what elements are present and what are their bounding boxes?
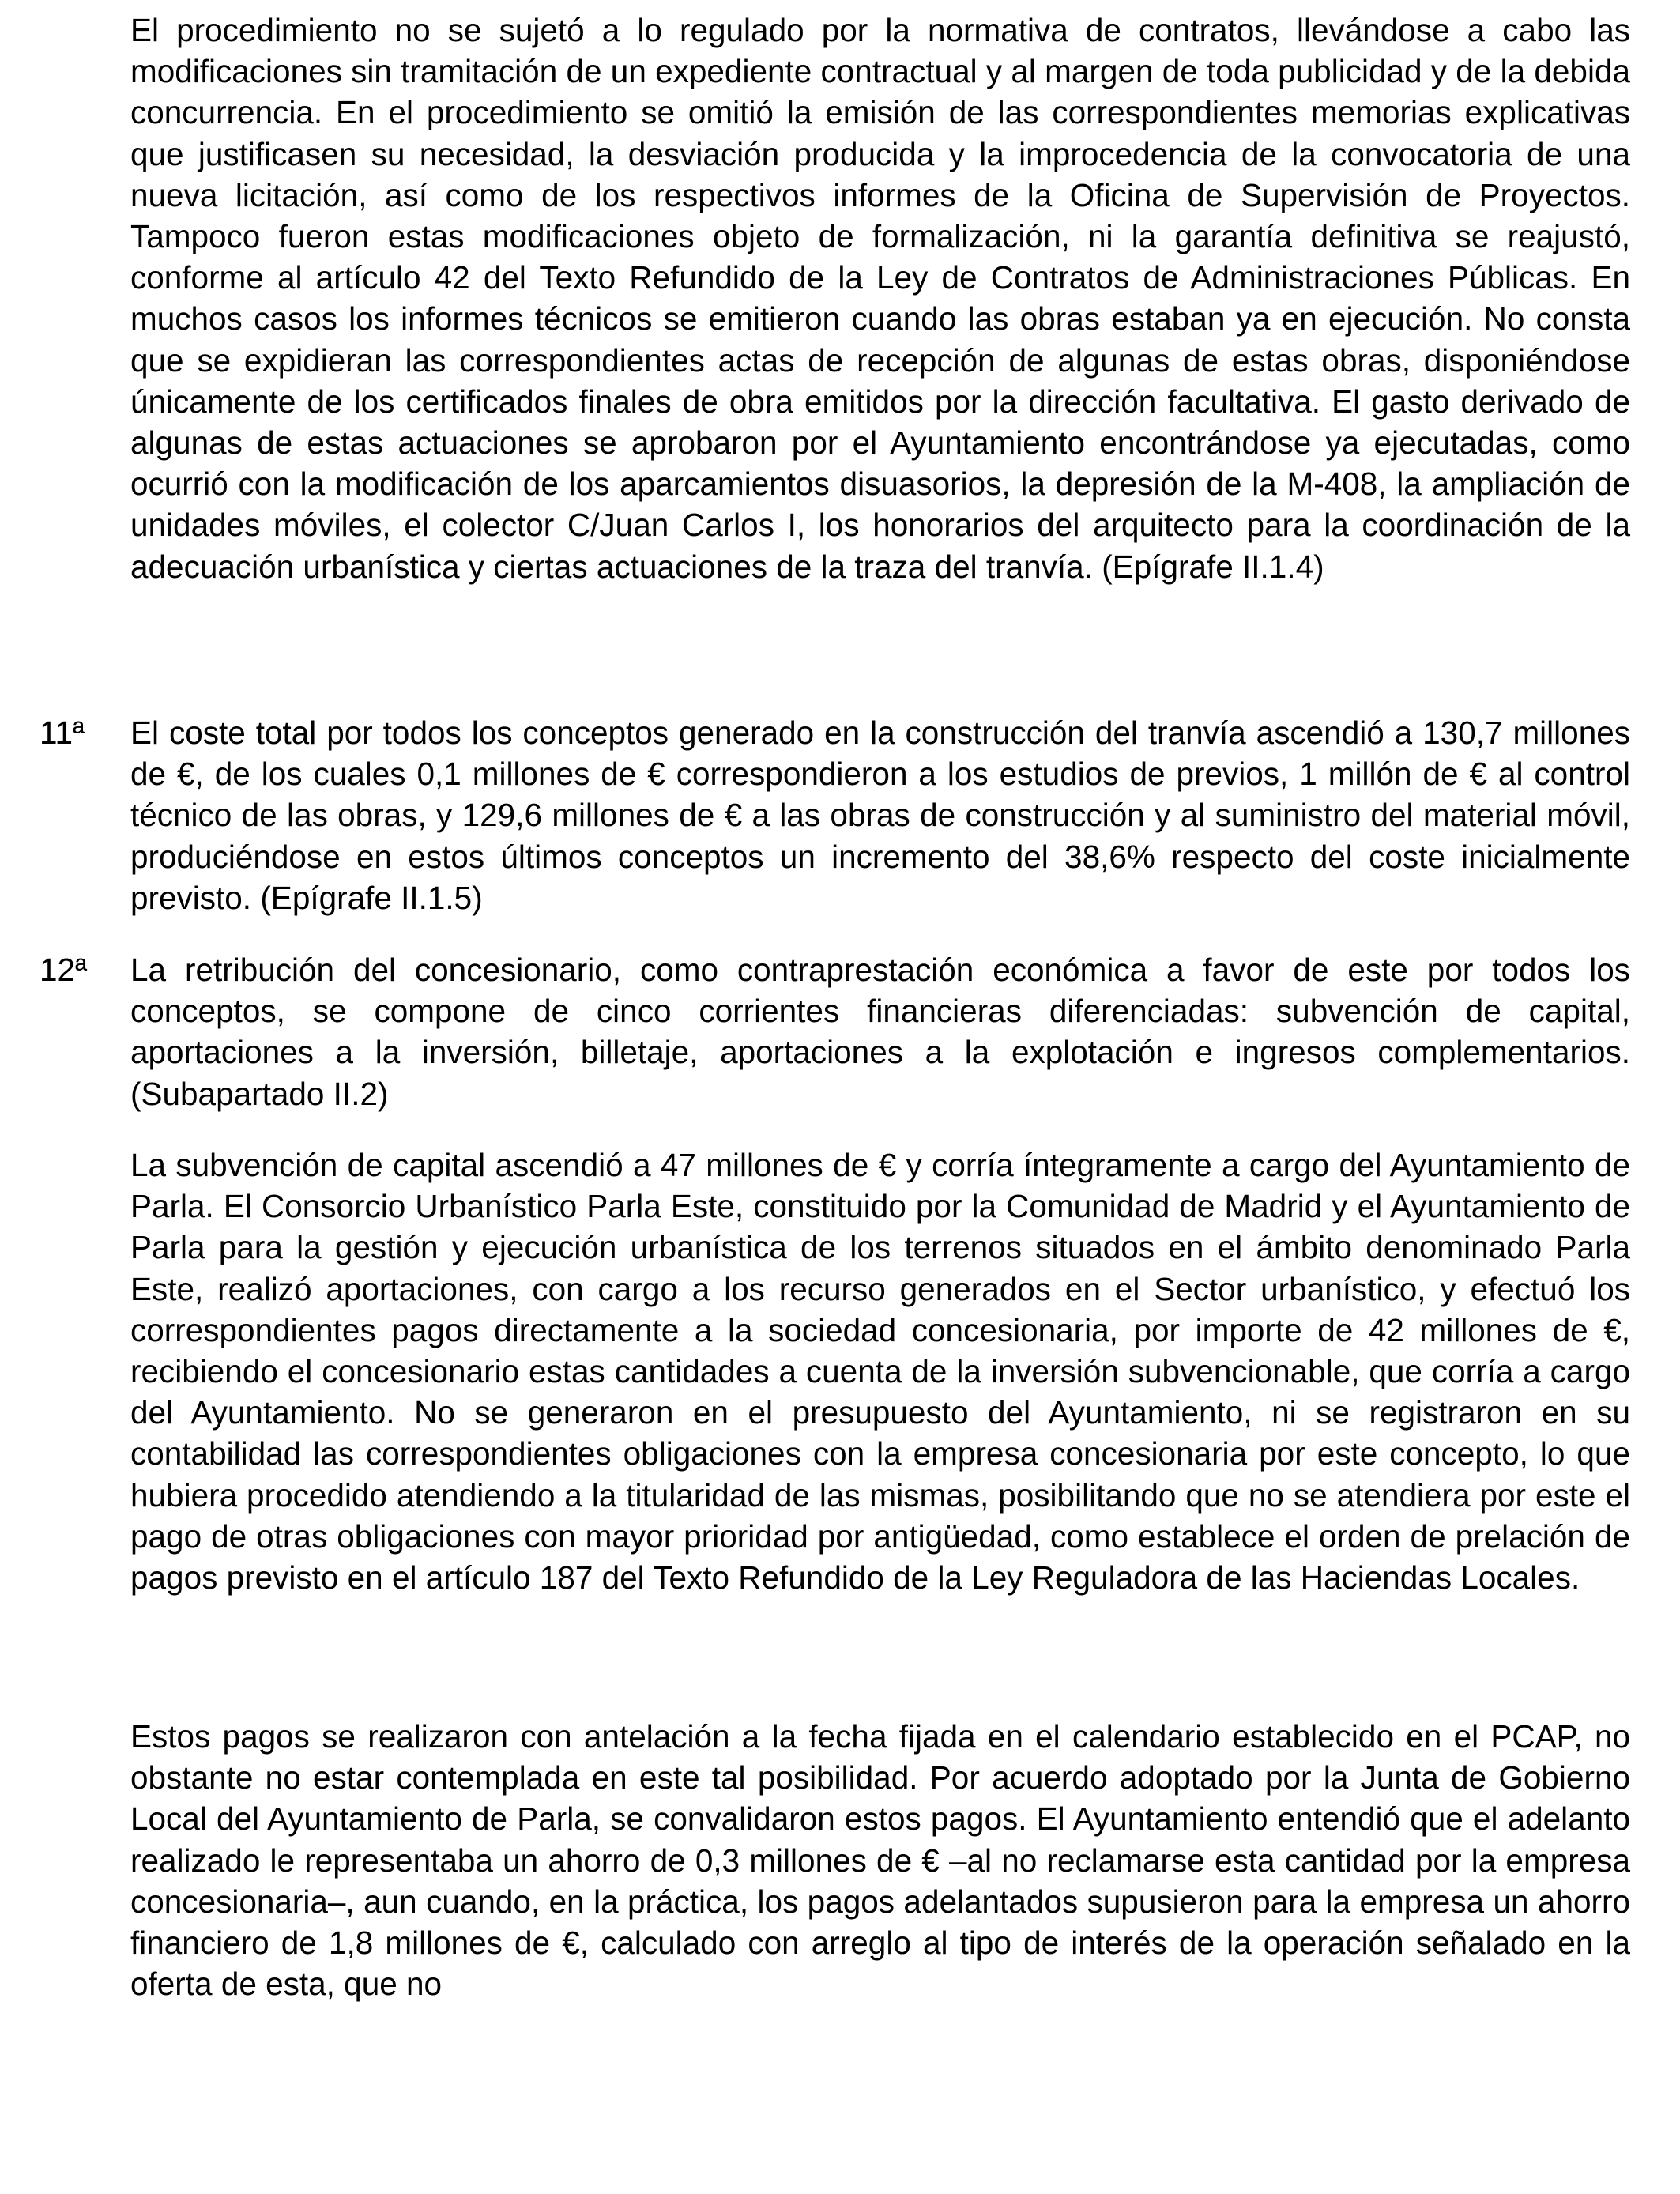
paragraph-pagos-antelacion: Estos pagos se realizaron con antelación a la fecha fijada en el calendario establecido en el PCAP, no obstante no estar contemplada en este tal posibilidad. Por acuerdo adoptado por la Junta de Gobierno Local del Ayuntamiento de Parla, se convalidaron estos pagos. El Ayuntamiento entendió que el adelanto realizado le representaba un ahorro de 0,3 millones de € –al no reclamarse esta cantidad por la empresa concesionaria–, aun cuando, en la práctica, los pagos adelantados supusieron para la empresa un ahorro financiero de 1,8 millones de €, calculado con arreglo al tipo de interés de la operación señalado en la oferta de esta, que no	[130, 1718, 1630, 2003]
paragraph-subvencion-capital: La subvención de capital ascendió a 47 millones de € y corría íntegramente a cargo del Ayuntamiento de Parla. El Consorcio Urbanístico Parla Este, constituido por la Comunidad de Madrid y el Ayuntamiento de Parla para la gestión y ejecución urbanística de los terrenos situados en el ámbito denominado Parla Este, realizó aportaciones, con cargo a los recurso generados en el Sector urbanístico, y efectuó los correspondientes pagos directamente a la sociedad concesionaria, por importe de 42 millones de €, recibiendo el concesionario estas cantidades a cuenta de la inversión subvencionable, que corría a cargo del Ayuntamiento. No se generaron en el presupuesto del Ayuntamiento, ni se registraron en su contabilidad las correspondientes obligaciones con la empresa concesionaria por este concepto, lo que hubiera procedido atendiendo a la titularidad de las mismas, posibilitando que no se atendiera por este el pago de otras obligaciones con mayor prioridad por antigüedad, como establece el orden de prelación de pagos previsto en el artículo 187 del Texto Refundido de la Ley Reguladora de las Haciendas Locales.	[130, 1147, 1630, 1596]
conclusion-number-11: 11ª	[40, 714, 85, 751]
paragraph-procedimiento: El procedimiento no se sujetó a lo regulado por la normativa de contratos, llevándose a cabo las modificaciones sin tramitación de un expediente contractual y al margen de toda publicidad y de la debida concurrencia. En el procedimiento se omitió la emisión de las correspondientes memorias explicativas que justificasen su necesidad, la desviación producida y la improcedencia de la convocatoria de una nueva licitación, así como de los respectivos informes de la Oficina de Supervisión de Proyectos. Tampoco fueron estas modificaciones objeto de formalización, ni la garantía definitiva se reajustó, conforme al artículo 42 del Texto Refundido de la Ley de Contratos de Administraciones Públicas. En muchos casos los informes técnicos se emitieron cuando las obras estaban ya en ejecución. No consta que se expidieran las correspondientes actas de recepción de algunas de estas obras, disponiéndose únicamente de los certificados finales de obra emitidos por la dirección facultativa. El gasto derivado de algunas de estas actuaciones se aprobaron por el Ayuntamiento encontrándose ya ejecutadas, como ocurrió con la modificación de los aparcamientos disuasorios, la depresión de la M-408, la ampliación de unidades móviles, el colector C/Juan Carlos I, los honorarios del arquitecto para la coordinación de la adecuación urbanística y ciertas actuaciones de la traza del tranvía. (Epígrafe II.1.4)	[130, 12, 1630, 585]
paragraph-coste-total: El coste total por todos los conceptos generado en la construcción del tranvía ascendió a 130,7 millones de €, de los cuales 0,1 millones de € correspondieron a los estudios de previos, 1 millón de € al control técnico de las obras, y 129,6 millones de € a las obras de construcción y al suministro del material móvil, produciéndose en estos últimos conceptos un incremento del 38,6% respecto del coste inicialmente previsto. (Epígrafe II.1.5)	[130, 714, 1630, 916]
conclusion-number-12: 12ª	[40, 952, 88, 988]
paragraph-retribucion: La retribución del concesionario, como contraprestación económica a favor de este por todos los conceptos, se compone de cinco corrientes financieras diferenciadas: subvención de capital, aportaciones a la inversión, billetaje, aportaciones a la explotación e ingresos complementarios. (Subapartado II.2)	[130, 952, 1630, 1112]
